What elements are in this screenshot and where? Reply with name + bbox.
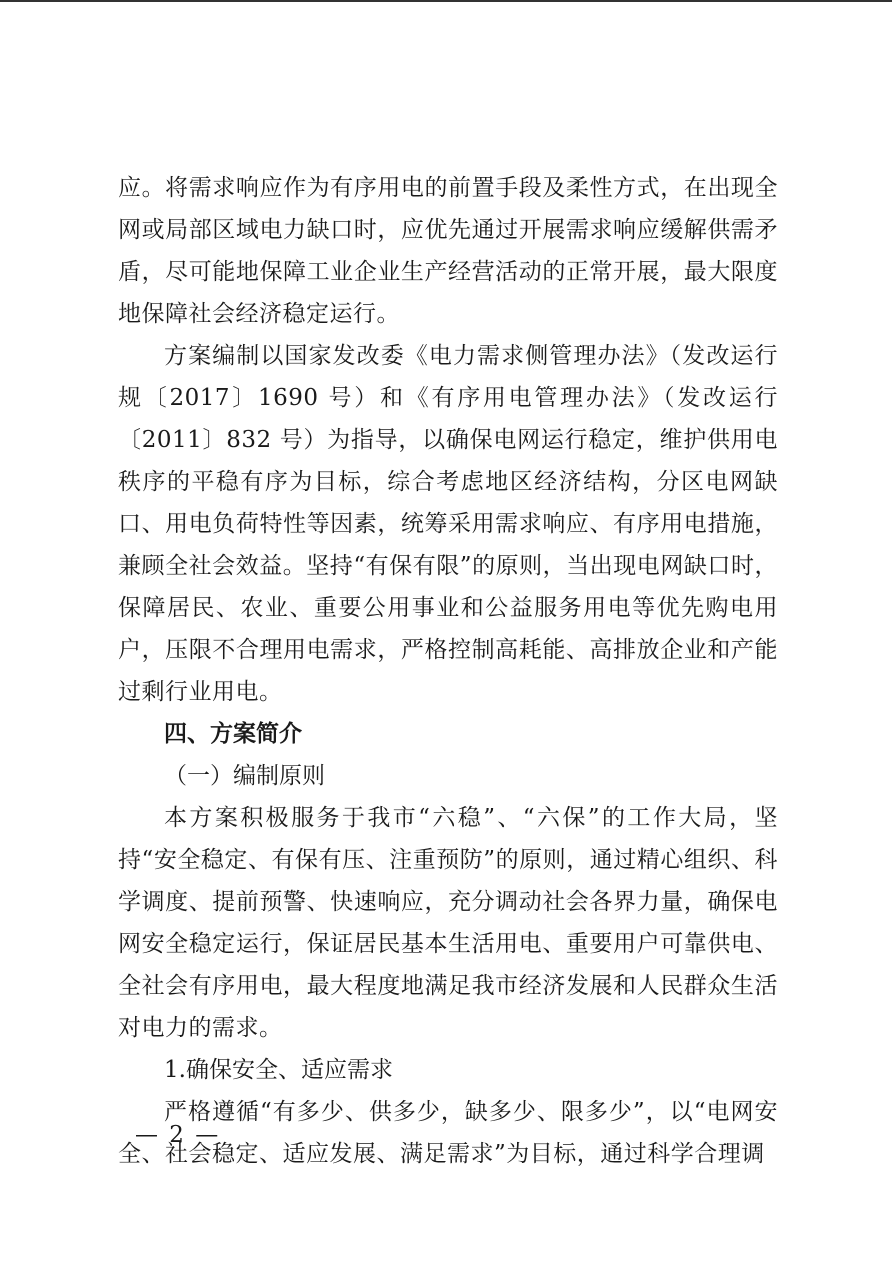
paragraph-principles: 本方案积极服务于我市“六稳”、“六保”的工作大局，坚持“安全稳定、有保有压、注重预防”的原则，通过精心组织、科学调度、提前预警、快速响应，充分调动社会各界力量，确保电网安全稳定运行，保证居民基本生活用电、重要用户可靠供电、全社会有序用电，最大程度地满足我市经济发展和人民群众生活对电力的需求。 <box>118 805 778 1041</box>
item-heading-ensure-safety: 1.确保安全、适应需求 <box>164 1057 393 1083</box>
document-page-body <box>118 167 778 1175</box>
page-number: — 2 — <box>135 1122 221 1148</box>
top-border-line <box>0 0 892 2</box>
subsection-heading-principles: （一）编制原则 <box>164 763 325 789</box>
paragraph-continuation: 应。将需求响应作为有序用电的前置手段及柔性方式，在出现全网或局部区域电力缺口时，应优先通过开展需求响应缓解供需矛盾，尽可能地保障工业企业生产经营活动的正常开展，最大限度地保障社会经济稳定运行。 <box>118 175 778 327</box>
paragraph-plan-basis: 方案编制以国家发改委《电力需求侧管理办法》（发改运行规〔2017〕1690 号）和《有序用电管理办法》（发改运行〔2011〕832 号）为指导，以确保电网运行稳定，维护供用电秩序的平稳有序为目标，综合考虑地区经济结构，分区电网缺口、用电负荷特性等因素，统筹采用需求响应、有序用电措施，兼顾全社会效益。坚持“有保有限”的原则，当出现电网缺口时，保障居民、农业、重要公用事业和公益服务用电等优先购电用户，压限不合理用电需求，严格控制高耗能、高排放企业和产能过剩行业用电。 <box>118 343 778 705</box>
paragraph-ensure-safety: 严格遵循“有多少、供多少，缺多少、限多少”，以“电网安全、社会稳定、适应发展、满足需求”为目标，通过科学合理调 <box>118 1099 778 1167</box>
section-heading-plan-intro: 四、方案简介 <box>164 720 302 747</box>
